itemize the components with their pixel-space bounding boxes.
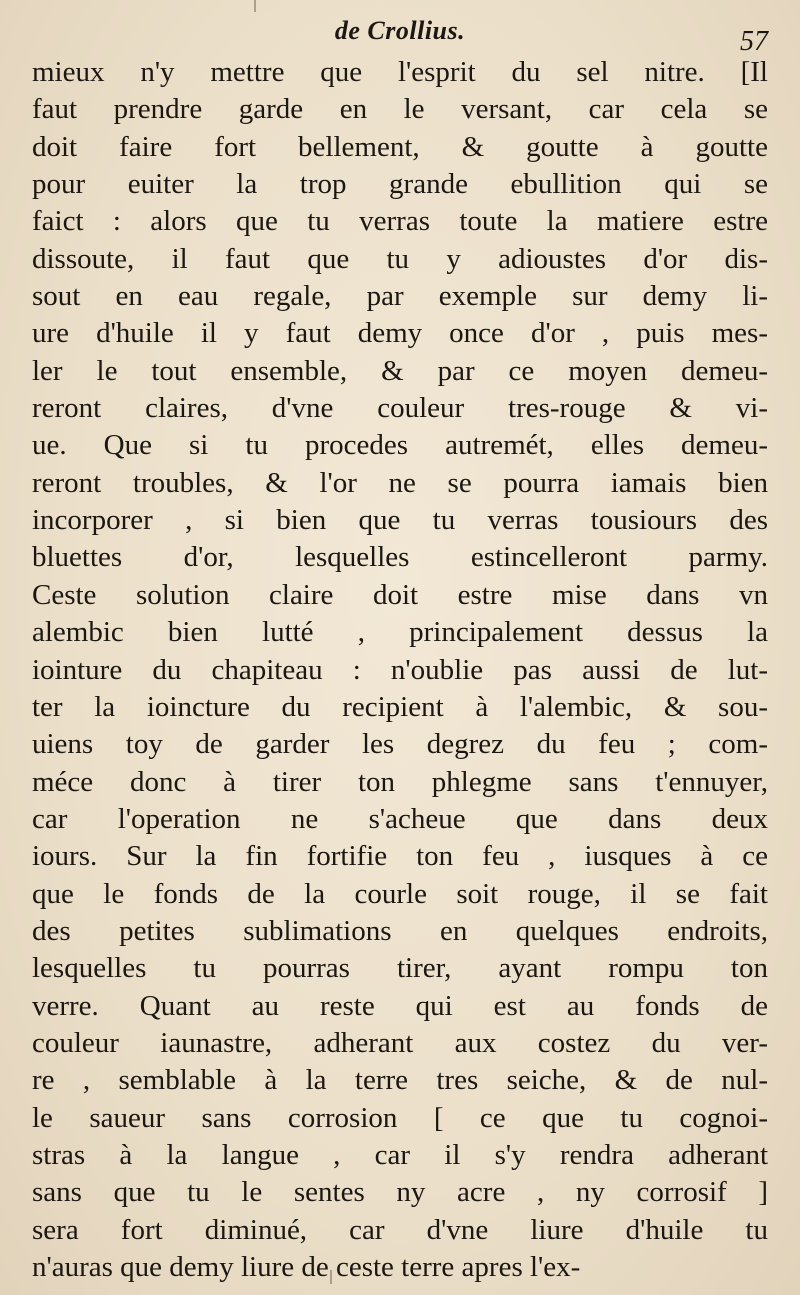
text-line: car l'operation ne s'acheue que dans deux [32,802,768,835]
text-line: faict : alors que tu verras toute la matiere estre [32,205,768,238]
text-line: sans que tu le sentes ny acre , ny corrosif ] [32,1176,768,1209]
text-line: bluettes d'or, lesquelles estincelleront parmy. [32,541,768,574]
text-line: dissoute, il faut que tu y adioustes d'or dis- [32,242,768,275]
text-line: doit faire fort bellement, & goutte à goutte [32,130,768,163]
text-line: mieux n'y mettre que l'esprit du sel nitre. [Il [32,56,768,88]
text-line: couleur iaunastre, adherant aux costez du ver- [32,1026,768,1059]
text-line: ue. Que si tu procedes autremét, elles demeu- [32,429,768,462]
text-line: le saueur sans corrosion [ ce que tu cognoi- [32,1101,768,1134]
text-line: ure d'huile il y faut demy once d'or , puis mes- [32,317,768,350]
text-line: ler le tout ensemble, & par ce moyen demeu- [32,354,768,387]
text-line: lesquelles tu pourras tirer, ayant rompu ton [32,952,768,985]
text-line: iointure du chapiteau : n'oublie pas aussi de lut- [32,653,768,686]
text-line: re , semblable à la terre tres seiche, & de nul- [32,1064,768,1097]
running-title: de Crollius. [334,16,466,45]
text-line: que le fonds de la courle soit rouge, il se fait [32,877,768,910]
text-line: stras à la langue , car il s'y rendra adherant [32,1138,768,1171]
text-line: ter la ioincture du recipient à l'alembic, & sou- [32,690,768,723]
page-number: 57 [740,26,768,57]
text-line: uiens toy de garder les degrez du feu ; com- [32,728,768,761]
text-line: reront troubles, & l'or ne se pourra iamais bien [32,466,768,499]
text-line: incorporer , si bien que tu verras tousiours des [32,504,768,537]
text-line: sera fort diminué, car d'vne liure d'huile tu [32,1213,768,1246]
text-line: méce donc à tirer ton phlegme sans t'ennuyer, [32,765,768,798]
text-line: n'auras que demy liure de ceste terre apres l'ex- [32,1251,581,1283]
text-line: pour euiter la trop grande ebullition qui se [32,168,768,201]
text-line: iours. Sur la fin fortifie ton feu , iusques à ce [32,840,768,873]
ink-mark [254,0,256,12]
text-line: verre. Quant au reste qui est au fonds de [32,989,768,1022]
text-line: faut prendre garde en le versant, car cela se [32,93,768,126]
text-line: des petites sublimations en quelques endroits, [32,914,768,947]
text-line: Ceste solution claire doit estre mise dans vn [32,578,768,611]
running-head [0,10,800,57]
text-line: alembic bien lutté , principalement dessus la [32,616,768,649]
text-line: sout en eau regale, par exemple sur demy li- [32,280,768,313]
body-text [32,54,768,1286]
text-line: reront claires, d'vne couleur tres-rouge & vi- [32,392,768,425]
